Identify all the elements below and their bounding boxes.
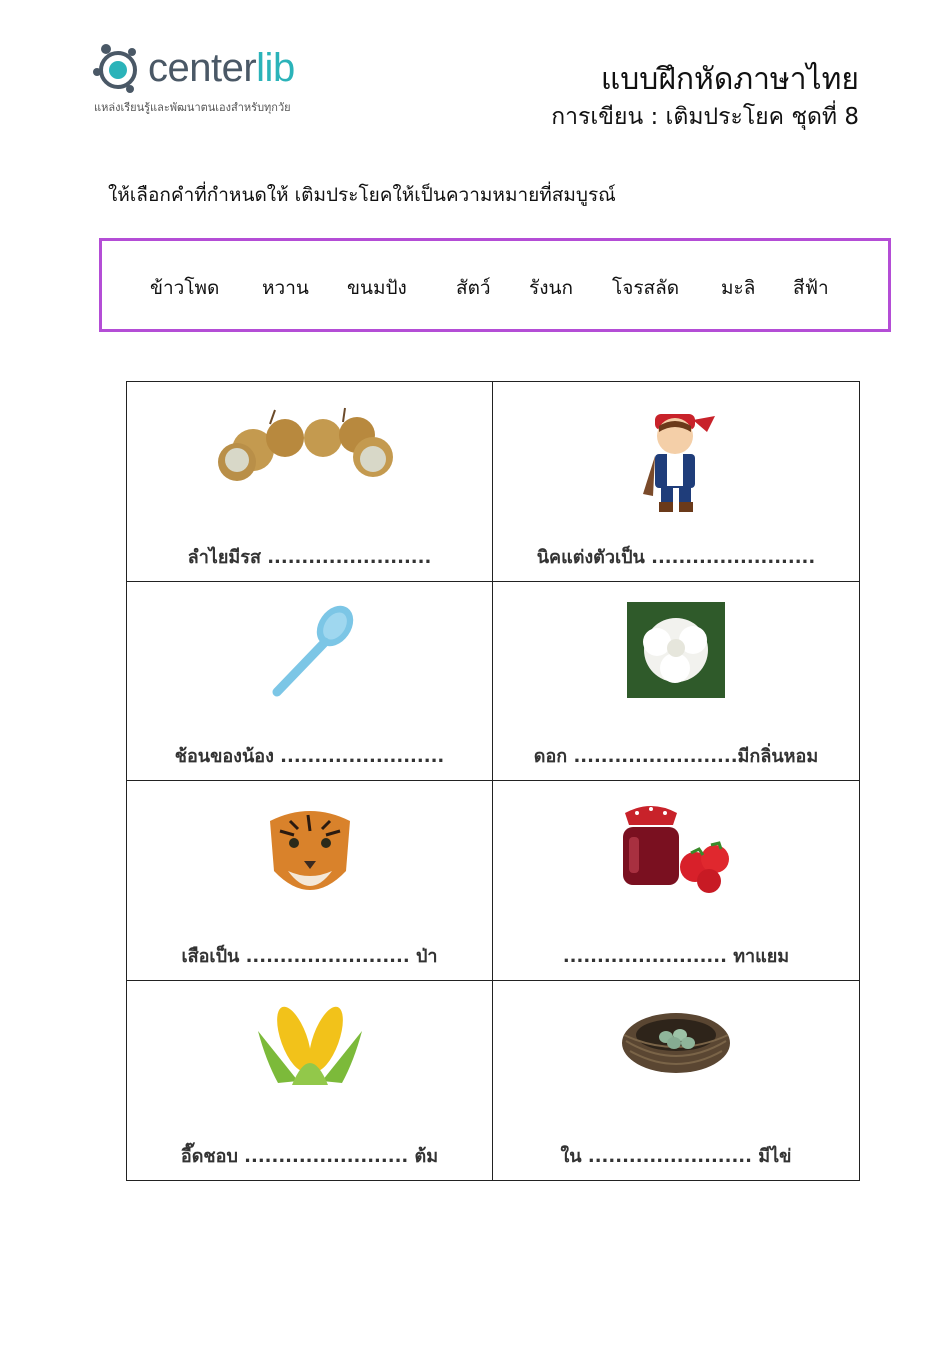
- word-bank-box: [99, 238, 891, 332]
- logo-tagline: แหล่งเรียนรู้และพัฒนาตนเองสำหรับทุกวัย: [94, 101, 291, 114]
- pirate-boy-image: [631, 402, 721, 517]
- longan-fruit-image: [215, 402, 405, 492]
- exercise-grid: [126, 381, 860, 1181]
- exercise-sentence: อี๊ดชอบ ........................ ต้ม: [180, 1146, 439, 1167]
- word-bank-item: รังนก: [529, 277, 573, 299]
- word-bank-item: โจรสลัด: [612, 277, 680, 299]
- worksheet-title-block: [551, 60, 859, 134]
- exercise-cell: [127, 981, 493, 1181]
- exercise-sentence: ดอก ........................มีกลิ่นหอม: [533, 746, 819, 767]
- jasmine-flower-image: [627, 602, 725, 698]
- word-bank-item: หวาน: [262, 277, 309, 299]
- word-bank-item: ข้าวโพด: [150, 277, 220, 299]
- blue-spoon-image: [255, 602, 365, 702]
- exercise-cell: [493, 981, 859, 1181]
- corn-image: [258, 1001, 362, 1085]
- exercise-cell: [127, 781, 493, 981]
- word-bank-item: มะลิ: [721, 277, 756, 299]
- exercise-cell: [493, 781, 859, 981]
- bird-nest-image: [618, 1001, 734, 1081]
- worksheet-subtitle: การเขียน : เติมประโยค ชุดที่ 8: [551, 104, 859, 130]
- exercise-cell: [493, 382, 859, 582]
- logo-wordmark: centerlib: [148, 46, 295, 90]
- word-bank-item: สัตว์: [456, 277, 491, 299]
- worksheet-title: แบบฝึกหัดภาษาไทย: [600, 62, 859, 97]
- instruction-text: ให้เลือกคำที่กำหนดให้ เติมประโยคให้เป็นความหมายที่สมบูรณ์: [108, 184, 616, 206]
- exercise-sentence: นิคแต่งตัวเป็น ........................: [536, 546, 816, 568]
- centerlib-logo: [92, 42, 342, 122]
- exercise-sentence: ใน ........................ มีไข่: [560, 1146, 792, 1167]
- exercise-sentence: ลำไยมีรส ........................: [187, 546, 432, 568]
- tiger-image: [260, 801, 360, 911]
- logo-molecule-icon: [92, 42, 148, 98]
- exercise-cell: [127, 382, 493, 582]
- exercise-sentence: ช้อนของน้อง ........................: [174, 746, 445, 767]
- exercise-cell: [127, 582, 493, 782]
- exercise-cell: [493, 582, 859, 782]
- exercise-sentence: เสือเป็น ........................ ป่า: [181, 945, 438, 967]
- word-bank-item: สีฟ้า: [793, 277, 829, 299]
- word-bank-item: ขนมปัง: [347, 277, 407, 299]
- strawberry-jam-image: [611, 801, 741, 893]
- exercise-sentence: ........................ ทาแยม: [562, 945, 790, 967]
